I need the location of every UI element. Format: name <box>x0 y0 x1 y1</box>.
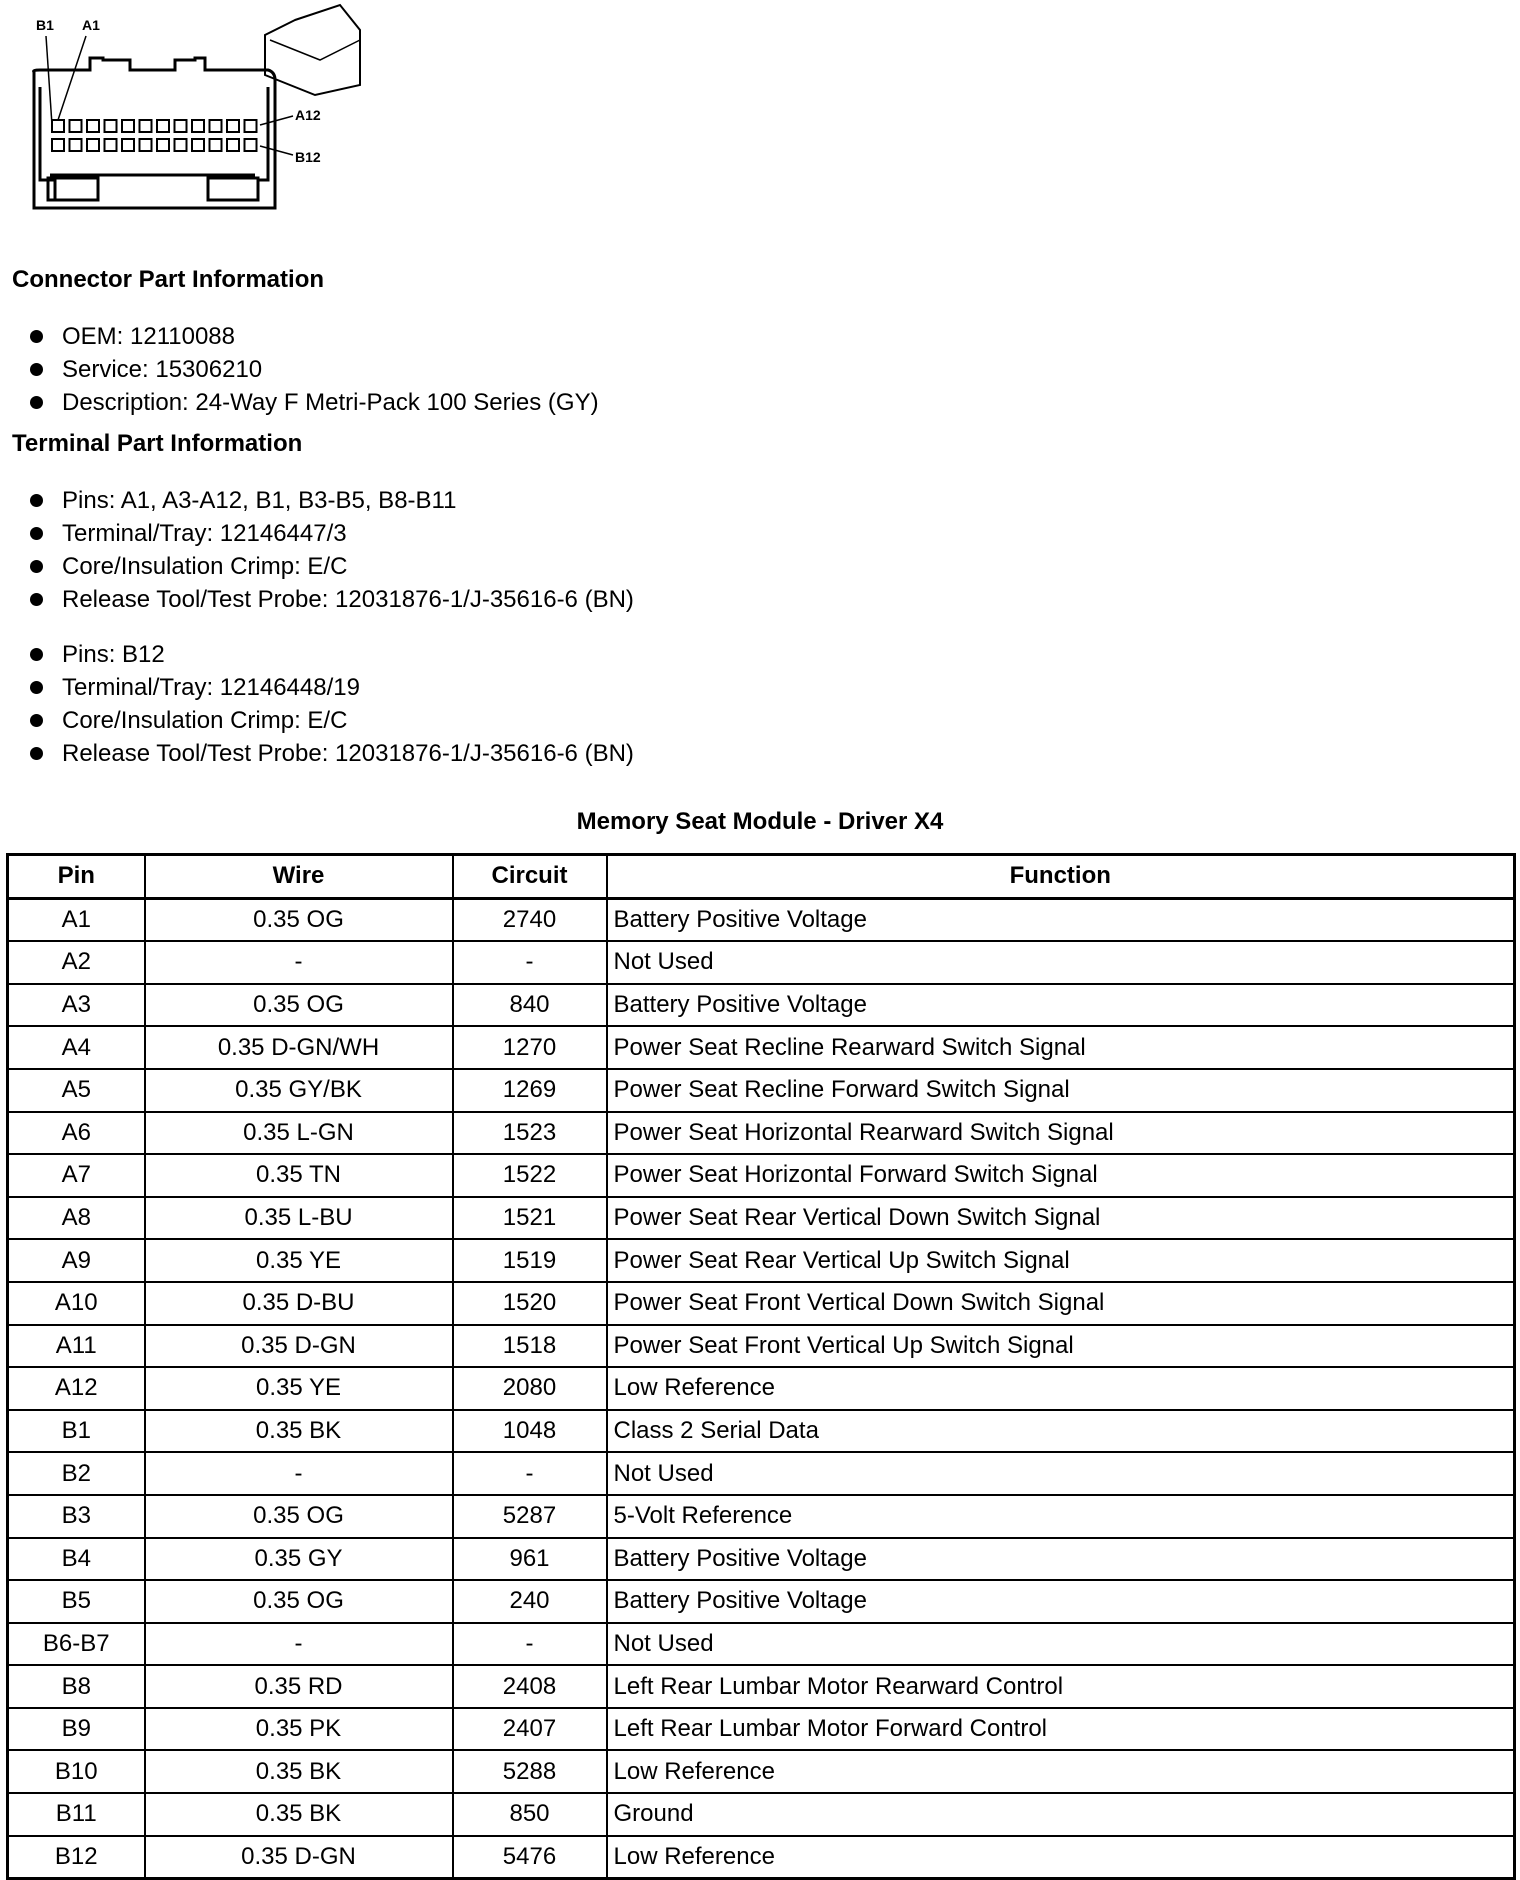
cell-pin: B2 <box>8 1452 145 1495</box>
cell-pin: A6 <box>8 1112 145 1155</box>
cell-pin: B9 <box>8 1708 145 1751</box>
cell-wire: 0.35 L-GN <box>145 1112 453 1155</box>
cell-function: Power Seat Front Vertical Up Switch Signal <box>607 1325 1515 1368</box>
cell-circuit: 1519 <box>453 1239 607 1282</box>
table-row <box>8 1665 1515 1708</box>
cell-circuit: 5288 <box>453 1750 607 1793</box>
cell-pin: A8 <box>8 1197 145 1240</box>
cell-function: 5-Volt Reference <box>607 1495 1515 1538</box>
pin-cavity <box>227 139 239 151</box>
bullet-icon <box>30 494 43 507</box>
cell-wire: 0.35 OG <box>145 1580 453 1623</box>
pin-cavity <box>245 139 257 151</box>
table-row <box>8 1026 1515 1069</box>
pin-cavity <box>105 139 117 151</box>
cell-circuit: 840 <box>453 984 607 1027</box>
table-row <box>8 1708 1515 1751</box>
table-row <box>8 1367 1515 1410</box>
cell-function: Low Reference <box>607 1836 1515 1879</box>
cell-circuit: 240 <box>453 1580 607 1623</box>
pin-cavity <box>210 139 222 151</box>
table-row <box>8 984 1515 1027</box>
list-item: Core/Insulation Crimp: E/C <box>28 704 634 737</box>
list-item: Release Tool/Test Probe: 12031876-1/J-35616-6 (BN) <box>28 737 634 770</box>
cell-pin: B8 <box>8 1665 145 1708</box>
cell-wire: 0.35 GY <box>145 1538 453 1581</box>
cell-wire: 0.35 YE <box>145 1367 453 1410</box>
cell-function: Battery Positive Voltage <box>607 1538 1515 1581</box>
table-row <box>8 1154 1515 1197</box>
cell-circuit: - <box>453 1623 607 1666</box>
cell-circuit: 1522 <box>453 1154 607 1197</box>
list-item: Core/Insulation Crimp: E/C <box>28 550 634 583</box>
connector-diagram <box>0 0 400 230</box>
connector-part-heading: Connector Part Information <box>12 266 325 293</box>
pin-cavity <box>87 120 99 132</box>
table-row <box>8 1452 1515 1495</box>
table-row <box>8 941 1515 984</box>
cell-pin: B11 <box>8 1793 145 1836</box>
pin-cavity <box>175 120 187 132</box>
cell-pin: A1 <box>8 898 145 941</box>
pin-cavity <box>157 120 169 132</box>
cell-circuit: - <box>453 1452 607 1495</box>
cell-wire: 0.35 D-GN <box>145 1325 453 1368</box>
list-item: Description: 24-Way F Metri-Pack 100 Series (GY) <box>28 386 599 419</box>
pin-cavity <box>52 120 64 132</box>
cell-pin: A9 <box>8 1239 145 1282</box>
cell-function: Battery Positive Voltage <box>607 1580 1515 1623</box>
cell-circuit: 5287 <box>453 1495 607 1538</box>
terminal-part-list-1 <box>28 484 634 616</box>
pin-cavity <box>70 120 82 132</box>
cell-pin: A3 <box>8 984 145 1027</box>
bullet-icon <box>30 396 43 409</box>
table-row <box>8 1239 1515 1282</box>
terminal-part-heading: Terminal Part Information <box>12 430 303 457</box>
pin-cavity <box>175 139 187 151</box>
cell-circuit: 1048 <box>453 1410 607 1453</box>
bullet-icon <box>30 363 43 376</box>
table-row <box>8 1282 1515 1325</box>
cell-pin: B10 <box>8 1750 145 1793</box>
pin-cavity <box>122 139 134 151</box>
cell-function: Left Rear Lumbar Motor Forward Control <box>607 1708 1515 1751</box>
list-item: Terminal/Tray: 12146447/3 <box>28 517 634 550</box>
cell-wire: 0.35 D-GN <box>145 1836 453 1879</box>
pin-cavity <box>157 139 169 151</box>
cell-pin: B6-B7 <box>8 1623 145 1666</box>
header-function: Function <box>607 855 1515 899</box>
table-row <box>8 1793 1515 1836</box>
cell-pin: A4 <box>8 1026 145 1069</box>
pin-label-a1: A1 <box>82 17 100 33</box>
cell-pin: B3 <box>8 1495 145 1538</box>
cell-pin: B1 <box>8 1410 145 1453</box>
cell-circuit: 2080 <box>453 1367 607 1410</box>
cell-function: Power Seat Horizontal Forward Switch Signal <box>607 1154 1515 1197</box>
pin-cavity <box>192 139 204 151</box>
cell-wire: - <box>145 1452 453 1495</box>
cell-circuit: 1518 <box>453 1325 607 1368</box>
header-circuit: Circuit <box>453 855 607 899</box>
pin-label-b1: B1 <box>36 17 54 33</box>
bullet-icon <box>30 714 43 727</box>
cell-circuit: 1270 <box>453 1026 607 1069</box>
cell-circuit: 961 <box>453 1538 607 1581</box>
cell-function: Power Seat Recline Rearward Switch Signal <box>607 1026 1515 1069</box>
cell-pin: A2 <box>8 941 145 984</box>
pinout-table <box>6 853 1516 1880</box>
table-row <box>8 1750 1515 1793</box>
list-item: OEM: 12110088 <box>28 320 599 353</box>
cell-function: Not Used <box>607 1623 1515 1666</box>
pin-cavity <box>122 120 134 132</box>
cell-pin: A5 <box>8 1069 145 1112</box>
pin-cavity <box>245 120 257 132</box>
table-row <box>8 1112 1515 1155</box>
table-row <box>8 1836 1515 1879</box>
cell-function: Low Reference <box>607 1750 1515 1793</box>
cell-function: Battery Positive Voltage <box>607 984 1515 1027</box>
cell-circuit: - <box>453 941 607 984</box>
list-item: Pins: A1, A3-A12, B1, B3-B5, B8-B11 <box>28 484 634 517</box>
table-row <box>8 1325 1515 1368</box>
cell-circuit: 2408 <box>453 1665 607 1708</box>
table-row <box>8 898 1515 941</box>
cell-function: Left Rear Lumbar Motor Rearward Control <box>607 1665 1515 1708</box>
bullet-icon <box>30 648 43 661</box>
header-wire: Wire <box>145 855 453 899</box>
cell-pin: A12 <box>8 1367 145 1410</box>
table-row <box>8 1623 1515 1666</box>
cell-function: Power Seat Recline Forward Switch Signal <box>607 1069 1515 1112</box>
table-row <box>8 1580 1515 1623</box>
pin-cavity <box>227 120 239 132</box>
cell-function: Battery Positive Voltage <box>607 898 1515 941</box>
list-item: Terminal/Tray: 12146448/19 <box>28 671 634 704</box>
cell-wire: 0.35 GY/BK <box>145 1069 453 1112</box>
cell-function: Power Seat Rear Vertical Up Switch Signal <box>607 1239 1515 1282</box>
cell-circuit: 2740 <box>453 898 607 941</box>
cell-circuit: 5476 <box>453 1836 607 1879</box>
pin-cavity <box>87 139 99 151</box>
pin-cavity <box>52 139 64 151</box>
table-row <box>8 1495 1515 1538</box>
cell-function: Class 2 Serial Data <box>607 1410 1515 1453</box>
pin-label-b12: B12 <box>295 149 321 165</box>
list-item: Pins: B12 <box>28 638 634 671</box>
bullet-icon <box>30 747 43 760</box>
cell-circuit: 1523 <box>453 1112 607 1155</box>
cell-circuit: 1520 <box>453 1282 607 1325</box>
table-row <box>8 1538 1515 1581</box>
cell-function: Not Used <box>607 1452 1515 1495</box>
cell-circuit: 850 <box>453 1793 607 1836</box>
bullet-icon <box>30 681 43 694</box>
pin-label-a12: A12 <box>295 107 321 123</box>
cell-circuit: 1521 <box>453 1197 607 1240</box>
pin-cavity <box>140 139 152 151</box>
bullet-icon <box>30 330 43 343</box>
cell-function: Power Seat Horizontal Rearward Switch Signal <box>607 1112 1515 1155</box>
cell-function: Not Used <box>607 941 1515 984</box>
cell-wire: 0.35 BK <box>145 1750 453 1793</box>
cell-wire: 0.35 OG <box>145 1495 453 1538</box>
cell-wire: 0.35 D-GN/WH <box>145 1026 453 1069</box>
list-item: Release Tool/Test Probe: 12031876-1/J-35616-6 (BN) <box>28 583 634 616</box>
cell-wire: 0.35 OG <box>145 898 453 941</box>
cell-function: Power Seat Front Vertical Down Switch Signal <box>607 1282 1515 1325</box>
cell-wire: - <box>145 1623 453 1666</box>
cell-pin: A11 <box>8 1325 145 1368</box>
cell-wire: 0.35 L-BU <box>145 1197 453 1240</box>
cell-wire: 0.35 TN <box>145 1154 453 1197</box>
table-header-row <box>8 855 1515 899</box>
cell-wire: 0.35 D-BU <box>145 1282 453 1325</box>
cell-pin: B4 <box>8 1538 145 1581</box>
cell-wire: 0.35 YE <box>145 1239 453 1282</box>
pin-cavity <box>70 139 82 151</box>
pin-cavity <box>140 120 152 132</box>
table-title: Memory Seat Module - Driver X4 <box>576 808 944 835</box>
header-pin: Pin <box>8 855 145 899</box>
cell-wire: 0.35 PK <box>145 1708 453 1751</box>
connector-part-list <box>28 320 599 419</box>
cell-function: Power Seat Rear Vertical Down Switch Signal <box>607 1197 1515 1240</box>
list-item: Service: 15306210 <box>28 353 599 386</box>
bullet-icon <box>30 527 43 540</box>
cell-pin: A10 <box>8 1282 145 1325</box>
cell-wire: 0.35 BK <box>145 1410 453 1453</box>
cell-pin: A7 <box>8 1154 145 1197</box>
pin-cavity <box>210 120 222 132</box>
cell-wire: 0.35 OG <box>145 984 453 1027</box>
terminal-part-list-2 <box>28 638 634 770</box>
cell-circuit: 1269 <box>453 1069 607 1112</box>
cell-wire: - <box>145 941 453 984</box>
table-row <box>8 1197 1515 1240</box>
bullet-icon <box>30 560 43 573</box>
cell-function: Ground <box>607 1793 1515 1836</box>
cell-function: Low Reference <box>607 1367 1515 1410</box>
cell-wire: 0.35 RD <box>145 1665 453 1708</box>
cell-pin: B5 <box>8 1580 145 1623</box>
table-row <box>8 1410 1515 1453</box>
pin-cavity <box>105 120 117 132</box>
cell-pin: B12 <box>8 1836 145 1879</box>
cell-circuit: 2407 <box>453 1708 607 1751</box>
bullet-icon <box>30 593 43 606</box>
pin-cavity <box>192 120 204 132</box>
cell-wire: 0.35 BK <box>145 1793 453 1836</box>
table-row <box>8 1069 1515 1112</box>
